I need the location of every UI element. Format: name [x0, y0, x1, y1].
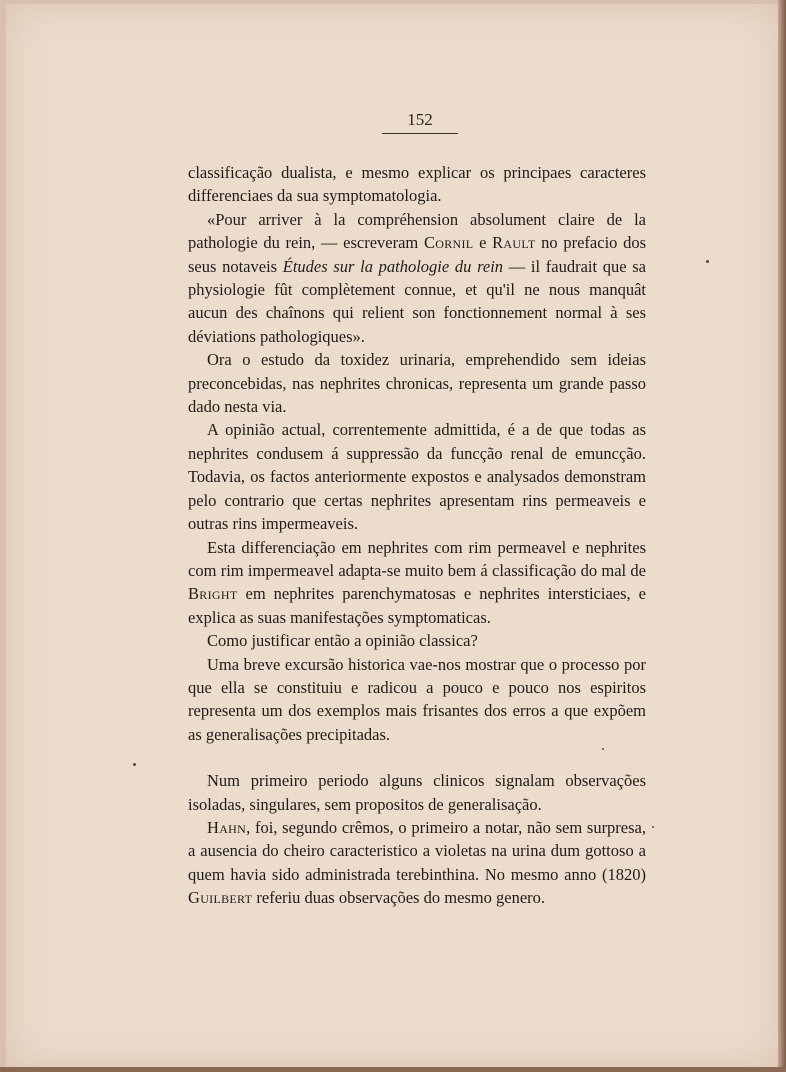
paragraph-3: Ora o estudo da toxidez urinaria, emprehendido sem ideias preconcebidas, nas nephrites chronicas, representa um grande passo dado nesta via.: [188, 350, 646, 417]
author-name-bright: Bright: [188, 584, 238, 604]
paragraph-5: Esta differenciação em nephrites com rim permeavel e nephrites com rim impermeavel adapta-se muito bem á classificação do mal de Bright em nephrites parenchymatosas e nephrites intersticiaes, e explica as suas manifestações symptomaticas.: [188, 537, 646, 627]
paragraph-4: A opinião actual, correntemente admittida, é a de que todas as nephrites condusem á suppressão da funcção renal de emuncção. Todavia, os factos anteriormente expostos e analysados demonstram pelo contrario que certas nephrites apresentam rins permeaveis e outras rins impermeaveis.: [188, 420, 646, 534]
page-number-rule: [382, 133, 458, 134]
page-number: 152: [407, 110, 433, 129]
page-edge-bottom: [0, 1067, 786, 1072]
author-name-guilbert: Guilbert: [188, 888, 253, 908]
paper-speck: [652, 826, 654, 828]
paragraph-9: Hahn, foi, segundo crêmos, o primeiro a notar, não sem surpresa, a ausencia do cheiro caracteristico a violetas na urina dum gottoso a quem havia sido administrada terebinthina. No mesmo anno (1820) Guilbert referiu duas observações do mesmo genero.: [188, 817, 646, 908]
paper-speck: [706, 260, 709, 263]
paragraph-7: Uma breve excursão historica vae-nos mostrar que o processo por que ella se constituiu e radicou a pouco e pouco nos espiritos representa um dos exemplos mais frisantes dos erros a que expõem as generalisações precipitadas.: [188, 654, 646, 744]
author-name-cornil: Cornil: [423, 233, 474, 253]
page-edge-right: [778, 0, 786, 1072]
author-name-hahn: Hahn: [207, 817, 247, 837]
paragraph-8: Num primeiro periodo alguns clinicos signalam observações isoladas, singulares, sem propositos de generalisação.: [188, 771, 646, 814]
book-page: [6, 4, 780, 1068]
author-name-rault: Rault: [492, 233, 536, 253]
paragraph-1: classificação dualista, e mesmo explicar os principaes caracteres differenciaes da sua symptomatologia.: [188, 163, 646, 206]
body-text: [188, 161, 646, 910]
paragraph-6: Como justificar então a opinião classica?: [207, 631, 478, 651]
book-title: Études sur la pathologie du rein: [282, 256, 504, 276]
paper-speck: [133, 763, 136, 766]
section-gap: [188, 746, 646, 769]
paragraph-2: «Pour arriver à la compréhension absolument claire de la pathologie du rein, — escreveram Cornil e Rault no prefacio dos seus notaveis Études sur la pathologie du rein — il faudrait que sa physiologie fût complètement connue, et qu'il ne nous manquât aucun des chaînons qui relient son fonctionnement normal à ses déviations pathologiques».: [188, 209, 646, 346]
paper-speck: [602, 748, 604, 750]
